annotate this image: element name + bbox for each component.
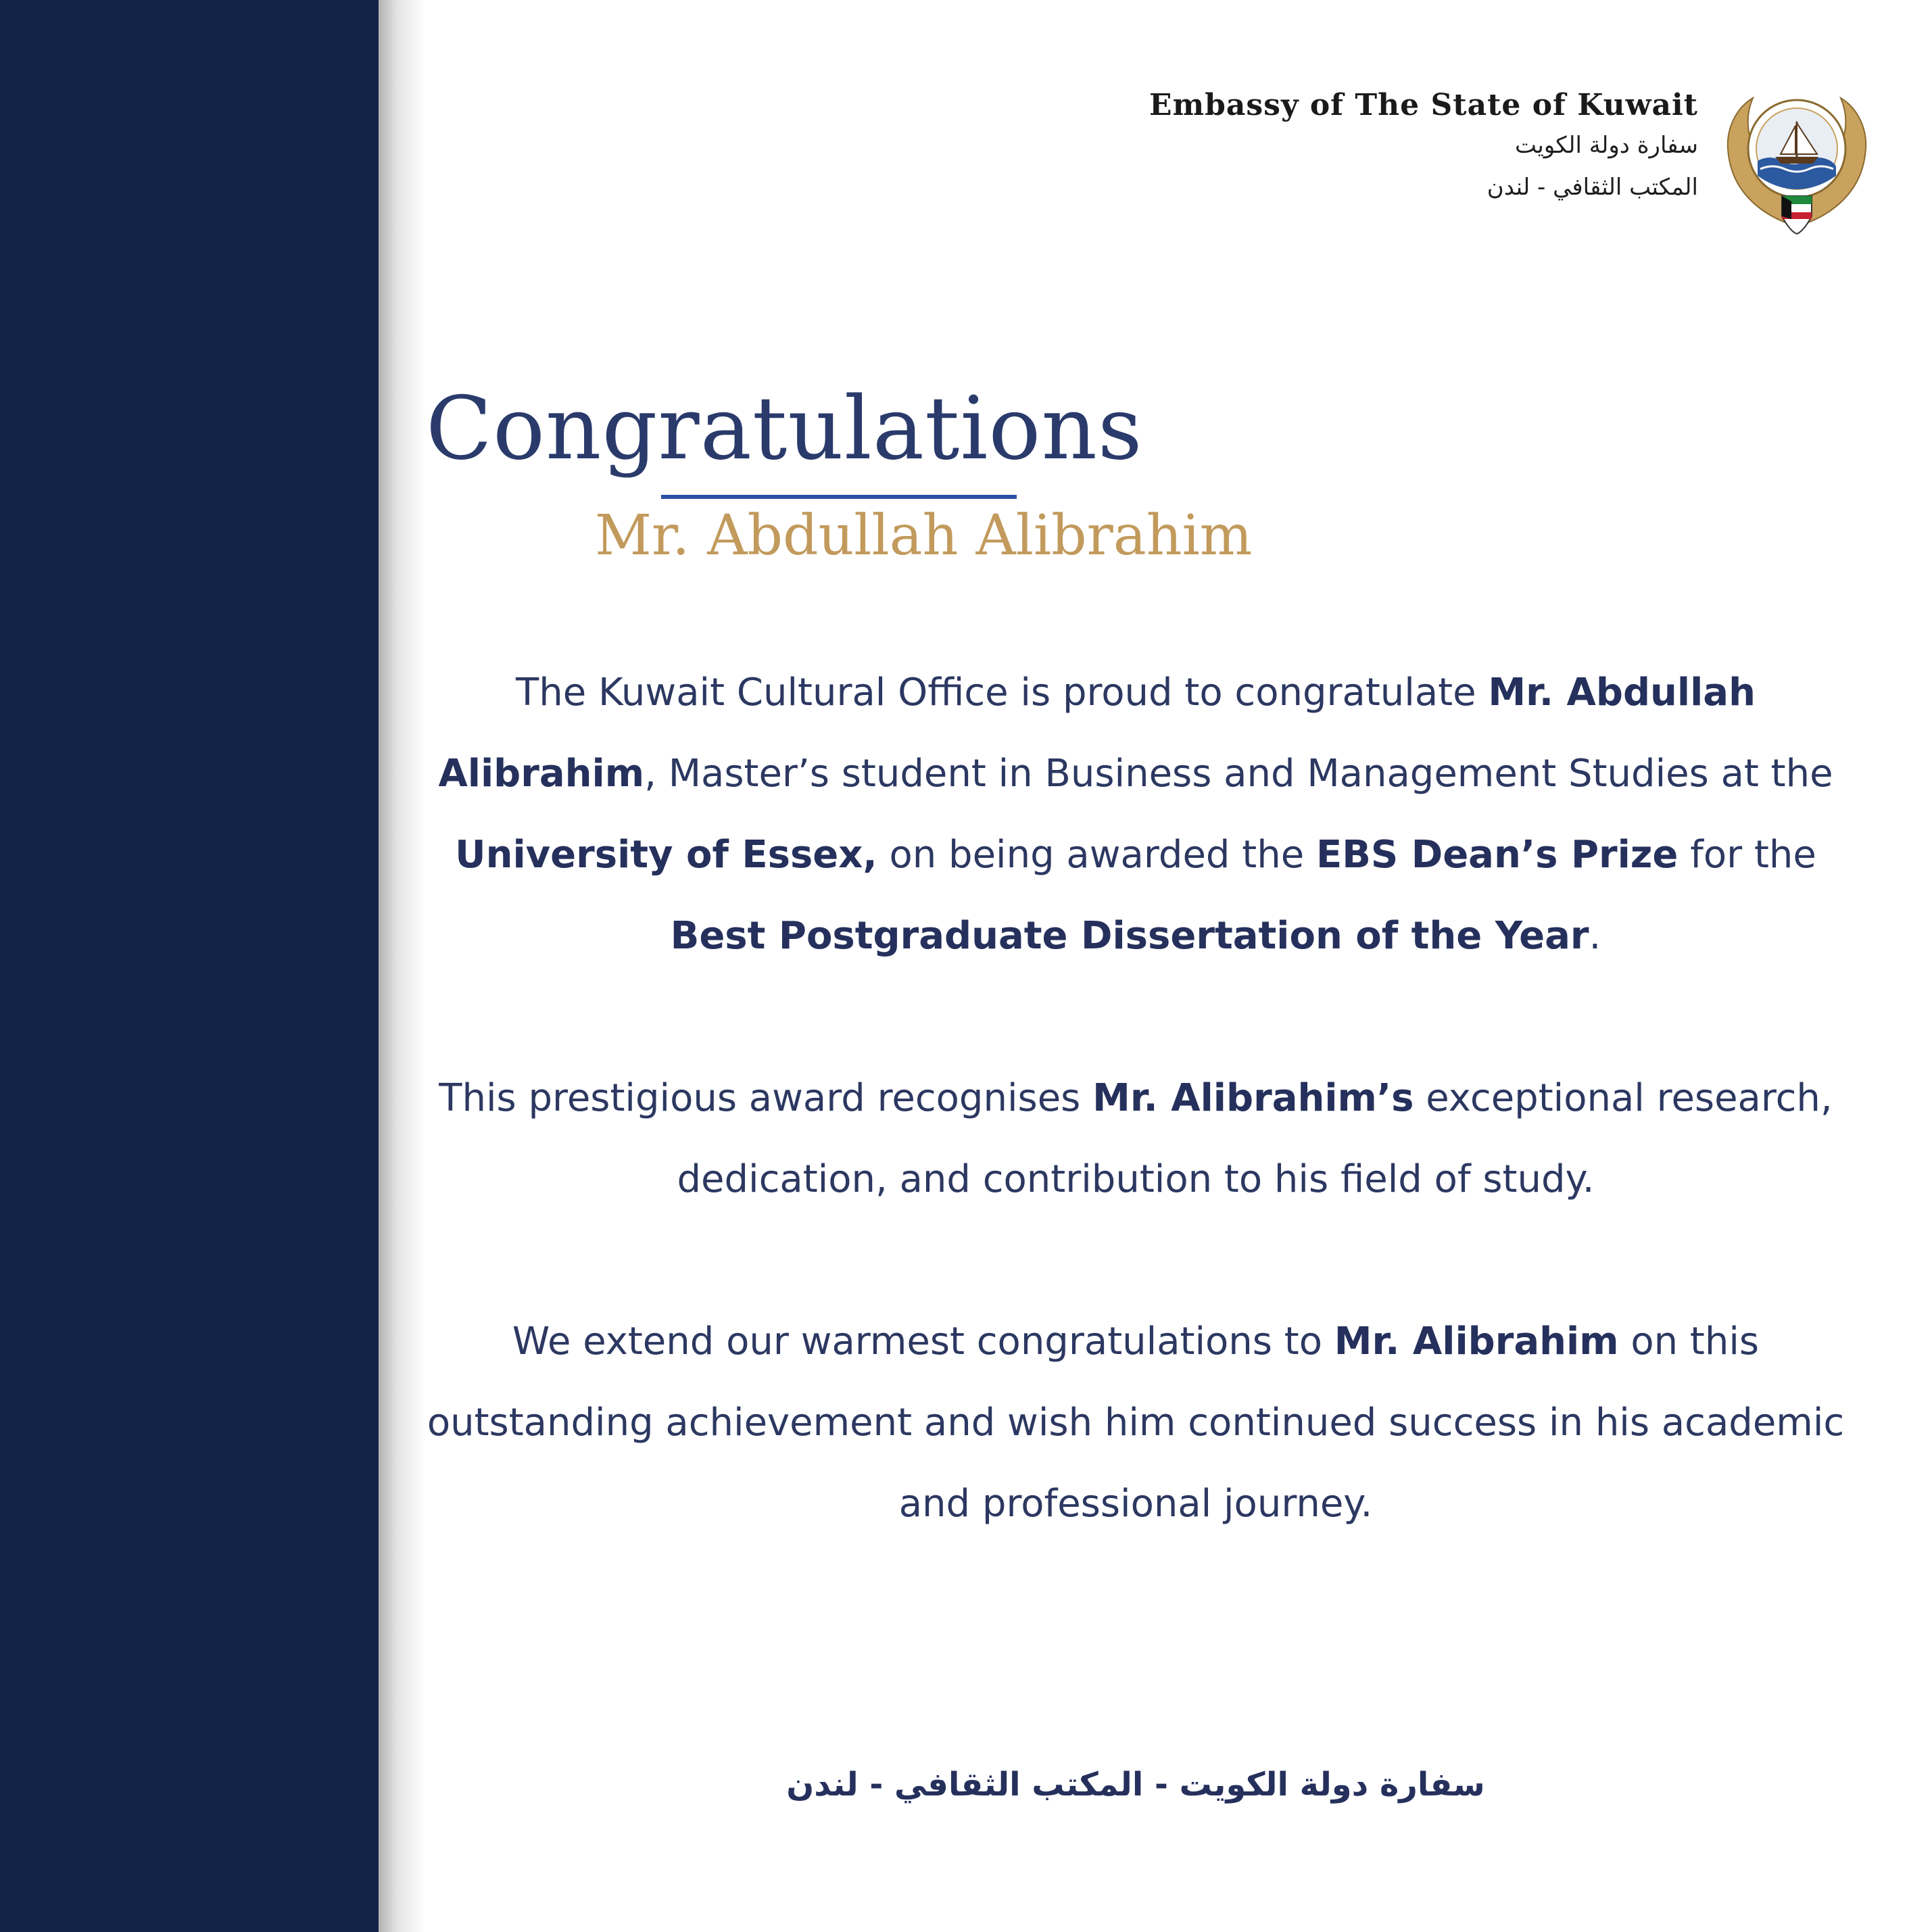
embassy-name-english: Embassy of The State of Kuwait [1149, 88, 1698, 122]
footer-arabic: سفارة دولة الكويت - المكتب الثقافي - لندن [786, 1766, 1485, 1804]
bold-span: Mr. Alibrahim’s [1092, 1076, 1414, 1120]
text-span: The Kuwait Cultural Office is proud to congratulate [516, 671, 1489, 715]
bold-span: Mr. Abdullah Alibrahim [438, 671, 1756, 796]
bold-span: Mr. Alibrahim [1334, 1320, 1619, 1363]
paragraph-announcement [426, 652, 1845, 977]
text-span: , Master’s student in Business and Management Studies at the [644, 752, 1833, 796]
panel-shadow [379, 0, 426, 1932]
bold-span: EBS Dean’s Prize [1315, 833, 1679, 877]
cultural-office-arabic: المكتب الثقافي - لندن [1487, 174, 1698, 201]
honoree-name: Mr. Abdullah Alibrahim [595, 504, 1253, 568]
bold-span: Best Postgraduate Dissertation of the Year [670, 914, 1589, 958]
text-span: We extend our warmest congratulations to [512, 1320, 1334, 1363]
paragraph-recognition [426, 1058, 1845, 1220]
left-navy-panel [0, 0, 379, 1932]
letterhead-text [1149, 81, 1698, 201]
text-span: for the [1678, 833, 1816, 877]
text-span: . [1589, 914, 1601, 958]
embassy-name-arabic: سفارة دولة الكويت [1514, 132, 1698, 159]
text-span: on this outstanding achievement and wish him continued success in his academic and professional journey. [427, 1320, 1845, 1526]
title-underline [661, 495, 1017, 499]
text-span: exceptional research, dedication, and contribution to his field of study. [677, 1076, 1833, 1201]
kuwait-emblem-icon [1716, 81, 1878, 243]
paragraph-wishes [426, 1301, 1845, 1545]
text-span: This prestigious award recognises [439, 1076, 1093, 1120]
bold-span: University of Essex, [455, 833, 877, 877]
page-title: Congratulations [426, 379, 1143, 479]
text-span: on being awarded the [877, 833, 1316, 877]
letterhead [1149, 81, 1878, 243]
